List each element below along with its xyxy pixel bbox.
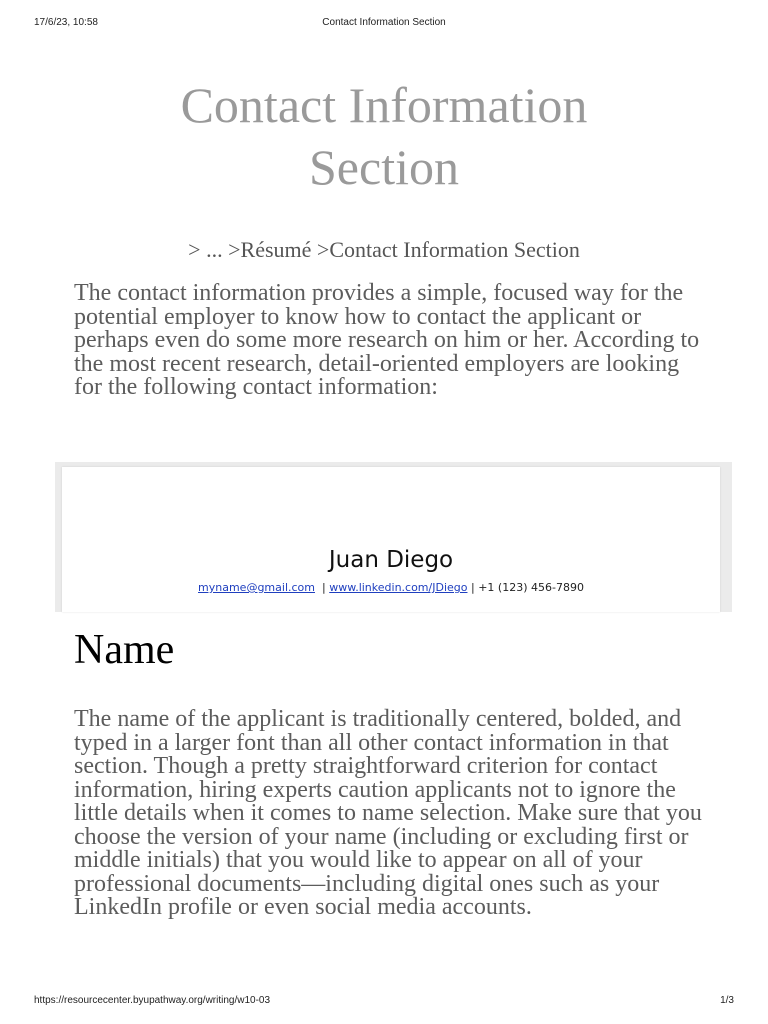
print-doc-title: Contact Information Section	[322, 17, 446, 28]
print-footer-url: https://resourcecenter.byupathway.org/writing/w10-03	[34, 995, 271, 1006]
breadcrumb-separator: >	[228, 237, 241, 262]
resume-example-sheet	[62, 467, 720, 612]
section-heading-name: Name	[74, 627, 175, 673]
resume-example-separator: |	[470, 581, 475, 594]
resume-example-name: Juan Diego	[328, 547, 454, 573]
breadcrumb-item-current: Contact Information Section	[329, 237, 580, 262]
breadcrumb-separator: >	[188, 237, 201, 262]
breadcrumb-separator: >	[316, 237, 330, 262]
page-title-line2: Section	[309, 139, 459, 195]
breadcrumb-item-resume[interactable]: Résumé	[240, 237, 312, 262]
name-section-paragraph: The name of the applicant is traditionally centered, bolded, and typed in a larger font than all other contact information in that section. Though a pretty straightforward criterion for contact information, hiring experts caution applicants not to ignore the little details when it comes to name selection. Make sure that you choose the version of your name (including or excluding first or middle initials) that you would like to appear on all of your professional documents—including digital ones such as your LinkedIn profile or even social media accounts.	[74, 706, 702, 920]
breadcrumb	[84, 236, 684, 264]
intro-paragraph: The contact information provides a simple, focused way for the potential employer to know how to contact the applicant or perhaps even do some more research on him or her. According to the most recent research, detail-oriented employers are looking for the following contact information:	[74, 280, 700, 400]
page-title-line1: Contact Information	[180, 77, 588, 133]
resume-example-phone: +1 (123) 456-7890	[478, 581, 584, 594]
resume-example-contact-line	[62, 581, 720, 594]
print-footer	[0, 995, 768, 1009]
page-title	[84, 74, 684, 198]
breadcrumb-ellipsis[interactable]: ...	[206, 237, 223, 262]
resume-example-image	[55, 462, 732, 612]
print-footer-page-number: 1/3	[720, 995, 734, 1006]
resume-example-separator: |	[322, 581, 326, 594]
print-header	[0, 17, 768, 31]
resume-example-linkedin: www.linkedin.com/JDiego	[329, 581, 468, 594]
resume-example-email: myname@gmail.com	[198, 581, 315, 594]
print-datetime: 17/6/23, 10:58	[34, 17, 98, 28]
